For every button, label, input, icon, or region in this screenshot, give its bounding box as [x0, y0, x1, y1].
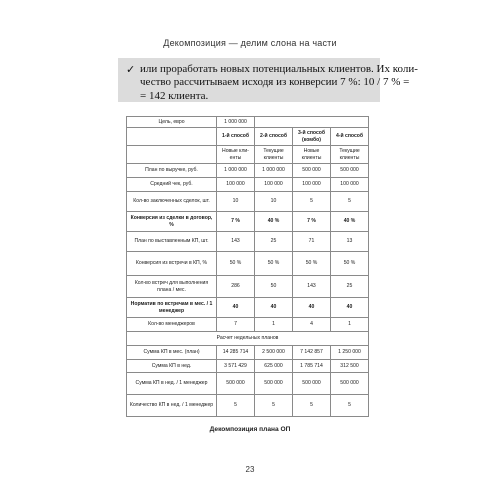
row-value: 40	[217, 298, 255, 318]
row-value: 500 000	[331, 164, 369, 178]
row-value: 7 %	[293, 212, 331, 232]
row-label: Средний чек, руб.	[127, 178, 217, 192]
table-row	[127, 128, 369, 146]
table-row	[127, 192, 369, 212]
row-value: 1 785 714	[293, 360, 331, 373]
row-value: 25	[331, 276, 369, 298]
row-value: 50 %	[331, 252, 369, 276]
row-value: 7 %	[217, 212, 255, 232]
table-row	[127, 395, 369, 417]
row-value: 143	[217, 232, 255, 252]
row-value: 143	[293, 276, 331, 298]
row-value: 312 500	[331, 360, 369, 373]
empty-cell	[255, 117, 369, 128]
row-label: Кол-во встреч для выполнения плана / мес.	[127, 276, 217, 298]
goal-value: 1 000 000	[217, 117, 255, 128]
method-header: 4-й способ	[331, 128, 369, 146]
row-value: 7	[217, 318, 255, 332]
row-value: 5	[217, 395, 255, 417]
running-head: Декомпозиция — делим слона на части	[163, 38, 337, 48]
weekly-rows	[127, 346, 369, 417]
row-value: 2 500 000	[255, 346, 293, 360]
row-label: План по выручке, руб.	[127, 164, 217, 178]
method-header: 1-й способ	[217, 128, 255, 146]
row-value: 13	[331, 232, 369, 252]
page-number: 23	[245, 465, 255, 474]
row-value: 1 000 000	[255, 164, 293, 178]
row-value: 100 000	[255, 178, 293, 192]
row-value: 4	[293, 318, 331, 332]
row-value: 500 000	[255, 373, 293, 395]
row-value: 5	[331, 395, 369, 417]
callout-line: = 142 клиента.	[140, 89, 209, 102]
method-header: 2-й способ	[255, 128, 293, 146]
check-icon: ✓	[126, 63, 136, 76]
empty-cell	[127, 146, 217, 164]
row-value: 500 000	[217, 373, 255, 395]
table-row	[127, 298, 369, 318]
client-type: Текущие клиенты	[255, 146, 293, 164]
row-value: 500 000	[331, 373, 369, 395]
row-value: 5	[255, 395, 293, 417]
row-value: 500 000	[293, 373, 331, 395]
table-row	[127, 332, 369, 346]
table-row	[127, 373, 369, 395]
row-value: 50 %	[217, 252, 255, 276]
row-value: 14 285 714	[217, 346, 255, 360]
row-label: Норматив по встречам в мес. / 1 менеджер	[127, 298, 217, 318]
row-label: Кол-во заключенных сделок, шт.	[127, 192, 217, 212]
table-row	[127, 318, 369, 332]
row-value: 50 %	[293, 252, 331, 276]
row-label: План по выставленным КП, шт.	[127, 232, 217, 252]
row-value: 5	[293, 395, 331, 417]
row-value: 10	[255, 192, 293, 212]
decomposition-table	[126, 116, 369, 417]
row-value: 40 %	[331, 212, 369, 232]
row-value: 71	[293, 232, 331, 252]
empty-cell	[127, 128, 217, 146]
weekly-section-header: Расчет недельных планов	[127, 332, 369, 346]
table-row	[127, 232, 369, 252]
row-value: 625 000	[255, 360, 293, 373]
row-value: 5	[293, 192, 331, 212]
table-row	[127, 146, 369, 164]
client-type: Новые клиенты	[293, 146, 331, 164]
row-value: 10	[217, 192, 255, 212]
row-label: Сумма КП в нед. / 1 менеджер	[127, 373, 217, 395]
row-label: Сумма КП в мес. (план)	[127, 346, 217, 360]
table-row	[127, 212, 369, 232]
callout-line: чество рассчитываем исходя из конверсии 7 %: 10 / 7 % =	[140, 76, 410, 89]
row-label: Количество КП в нед. / 1 менеджер	[127, 395, 217, 417]
row-value: 40	[293, 298, 331, 318]
row-label: Конверсия из встречи в КП, %	[127, 252, 217, 276]
row-value: 50 %	[255, 252, 293, 276]
goal-label: Цель, евро	[127, 117, 217, 128]
table-row	[127, 346, 369, 360]
callout-box	[118, 58, 418, 102]
table-row	[127, 252, 369, 276]
row-value: 500 000	[293, 164, 331, 178]
row-label: Кол-во менеджеров	[127, 318, 217, 332]
row-value: 40	[331, 298, 369, 318]
row-value: 3 571 429	[217, 360, 255, 373]
row-value: 7 142 857	[293, 346, 331, 360]
callout-text	[140, 63, 418, 103]
row-value: 1 000 000	[217, 164, 255, 178]
row-value: 1	[331, 318, 369, 332]
row-value: 25	[255, 232, 293, 252]
table-row	[127, 360, 369, 373]
table-row	[127, 276, 369, 298]
callout-line: или проработать новых потенциальных клиентов. Их коли-	[140, 63, 418, 75]
row-label: Сумма КП в нед.	[127, 360, 217, 373]
row-label: Конверсия из сделки в договор, %	[127, 212, 217, 232]
row-value: 1	[255, 318, 293, 332]
table-caption: Декомпозиция плана ОП	[209, 426, 291, 433]
row-value: 50	[255, 276, 293, 298]
table-row	[127, 164, 369, 178]
client-type: Новые кли-енты	[217, 146, 255, 164]
client-type: Текущие клиенты	[331, 146, 369, 164]
row-value: 100 000	[217, 178, 255, 192]
row-value: 40 %	[255, 212, 293, 232]
table-row	[127, 178, 369, 192]
method-header: 3-й способ (комбо)	[293, 128, 331, 146]
row-value: 286	[217, 276, 255, 298]
row-value: 40	[255, 298, 293, 318]
main-rows	[127, 164, 369, 332]
row-value: 1 250 000	[331, 346, 369, 360]
table-row	[127, 117, 369, 128]
row-value: 100 000	[331, 178, 369, 192]
row-value: 100 000	[293, 178, 331, 192]
row-value: 5	[331, 192, 369, 212]
